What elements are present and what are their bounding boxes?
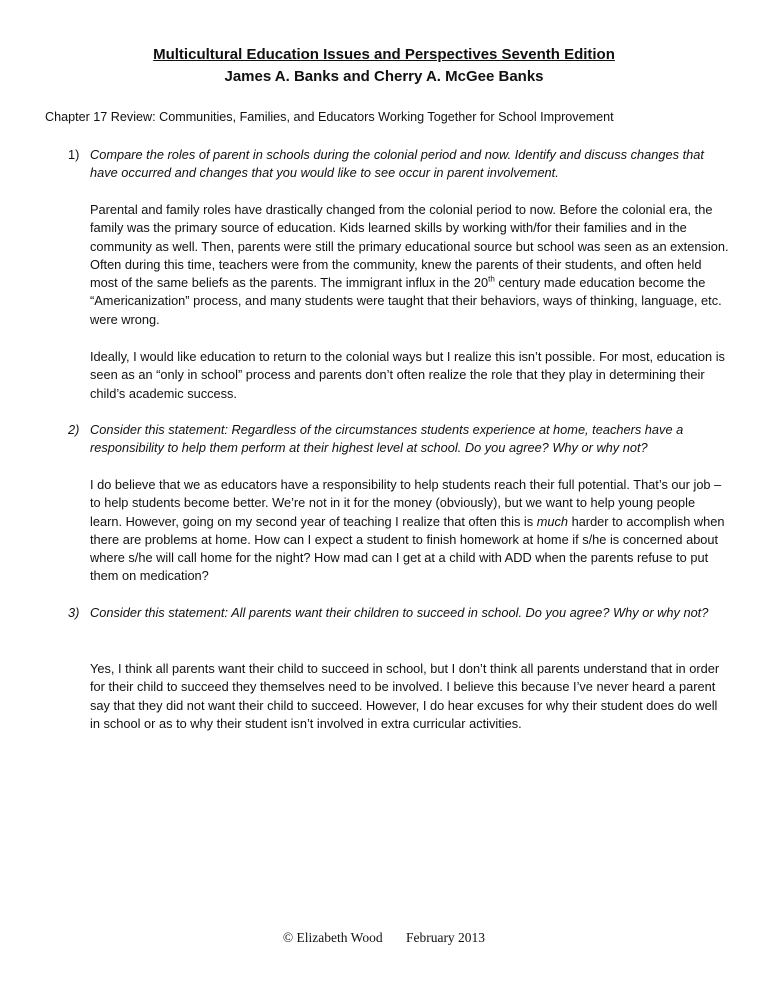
question-text: Consider this statement: Regardless of the circumstances students experience at home, teachers have a responsibility to help them perform at their highest level at school. Do you agree? Why or why not? xyxy=(90,422,684,456)
document-authors: James A. Banks and Cherry A. McGee Banks xyxy=(224,68,544,85)
answer-paragraph: Ideally, I would like education to return to the colonial ways but I realize this isn’t possible. For most, education is seen as an “only in school” process and parents don’t often realize the role that they play in determining their child’s academic success. xyxy=(90,349,725,401)
question-1 xyxy=(68,146,728,183)
answer-1-part-2 xyxy=(90,348,730,403)
question-number: 1) xyxy=(68,147,80,162)
answer-paragraph: Yes, I think all parents want their child to succeed in school, but I don’t think all parents understand that in order for their child to succeed they themselves need to be involved. I believe this because I’ve never heard a parent say that they did not want their child to succeed. However, I do hear excuses for why their student does do well in school or as to why their student isn’t involved in extra curricular activities. xyxy=(90,661,720,731)
footer-author: © Elizabeth Wood xyxy=(282,930,383,945)
answer-1 xyxy=(90,201,730,329)
answer-2 xyxy=(90,476,730,586)
question-2 xyxy=(68,421,728,458)
question-text: Compare the roles of parent in schools during the colonial period and now. Identify and discuss changes that have occurred and changes that you would like to see occur in parent involvement. xyxy=(90,147,704,181)
footer-date: February 2013 xyxy=(405,930,486,945)
question-3 xyxy=(68,604,728,622)
chapter-heading: Chapter 17 Review: Communities, Families, and Educators Working Together for School Improvement xyxy=(45,110,614,124)
page-footer xyxy=(0,930,768,946)
answer-paragraph: I do believe that we as educators have a responsibility to help students reach their full potential. That’s our job – to help students become better. We’re not in it for the money (obviously), but we want to help young people learn. However, going on my second year of teaching I realize that often this is much harder to accomplish when there are problems at home. How can I expect a student to finish homework at home if s/he is concerned about where s/he will call home for the night? How mad can I get at a child with ADD when the parents refuse to put them on medication? xyxy=(90,477,725,584)
question-number: 3) xyxy=(68,605,80,620)
question-number: 2) xyxy=(68,422,80,437)
document-title: Multicultural Education Issues and Perspectives Seventh Edition xyxy=(153,46,615,63)
answer-paragraph: Parental and family roles have drastically changed from the colonial period to now. Before the colonial era, the family was the primary source of education. Kids learned skills by working with/for their families and in the community as well. Then, parents were still the primary educational source but school was seen as an extension. Often during this time, teachers were from the community, knew the parents of their students, and often held most of the same beliefs as the parents. The immigrant influx in the 20th century made education become the “Americanization” process, and many students were taught that their behaviors, ways of thinking, language, etc. were wrong. xyxy=(90,202,729,327)
question-text: Consider this statement: All parents want their children to succeed in school. Do you agree? Why or why not? xyxy=(90,605,709,620)
answer-3 xyxy=(90,660,730,733)
